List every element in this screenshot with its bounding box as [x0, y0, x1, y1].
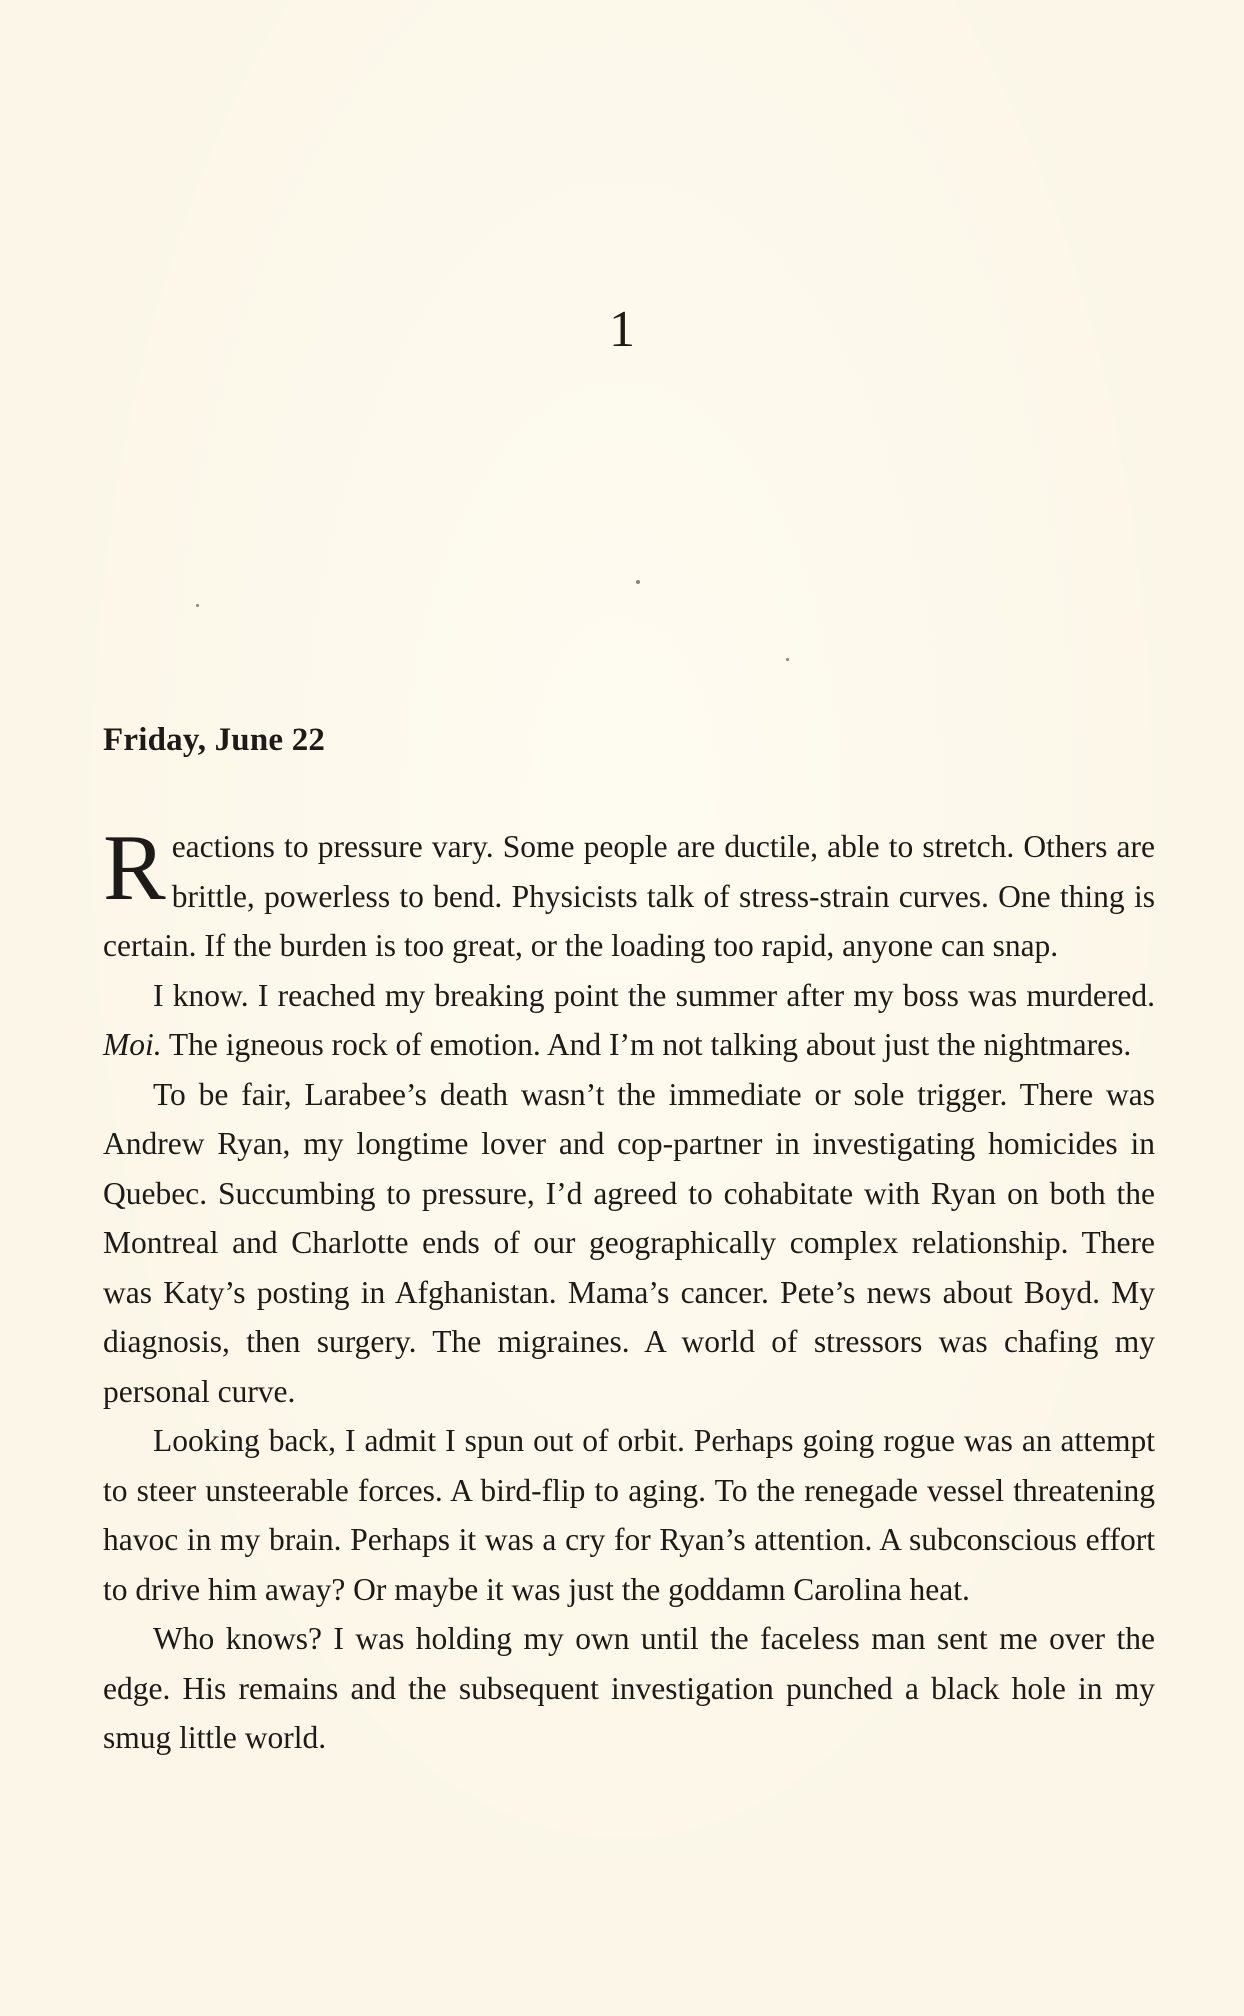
paper-speck	[196, 604, 199, 607]
paragraph-1	[103, 816, 1155, 971]
paragraph-2-text-after: The igneous rock of emotion. And I’m not talking about just the nightmares.	[161, 1027, 1132, 1062]
paragraph-4: Looking back, I admit I spun out of orbit. Perhaps going rogue was an attempt to steer unsteerable forces. A bird-flip to aging. To the renegade vessel threatening havoc in my brain. Perhaps it was a cry for Ryan’s attention. A subconscious effort to drive him away? Or maybe it was just the goddamn Carolina heat.	[103, 1423, 1155, 1607]
chapter-number: 1	[609, 301, 635, 358]
chapter-date-heading: Friday, June 22	[103, 722, 326, 758]
drop-cap: R	[103, 816, 166, 920]
chapter-body	[103, 816, 1155, 1763]
paragraph-5: Who knows? I was holding my own until the faceless man sent me over the edge. His remains and the subsequent investigation punched a black hole in my smug little world.	[103, 1621, 1155, 1755]
paper-speck	[786, 658, 789, 661]
paper-speck	[636, 580, 640, 584]
paragraph-2-text-before: I know. I reached my breaking point the summer after my boss was murdered.	[153, 977, 1155, 1013]
paragraph-2	[103, 971, 1155, 1070]
paragraph-3: To be fair, Larabee’s death wasn’t the immediate or sole trigger. There was Andrew Ryan, my longtime lover and cop-partner in investigating homicides in Quebec. Succumbing to pressure, I’d agreed to cohabitate with Ryan on both the Montreal and Charlotte ends of our geographically complex relationship. There was Katy’s posting in Afghanistan. Mama’s cancer. Pete’s news about Boyd. My diagnosis, then surgery. The migraines. A world of stressors was chafing my personal curve.	[103, 1076, 1155, 1409]
paragraph-2-emphasis: Moi.	[103, 1027, 162, 1062]
paragraph-1-text: eactions to pressure vary. Some people are ductile, able to stretch. Others are brittle, powerless to bend. Physicists talk of stress-strain curves. One thing is certain. If the burden is too great, or the loading too rapid, anyone can snap.	[103, 829, 1155, 963]
